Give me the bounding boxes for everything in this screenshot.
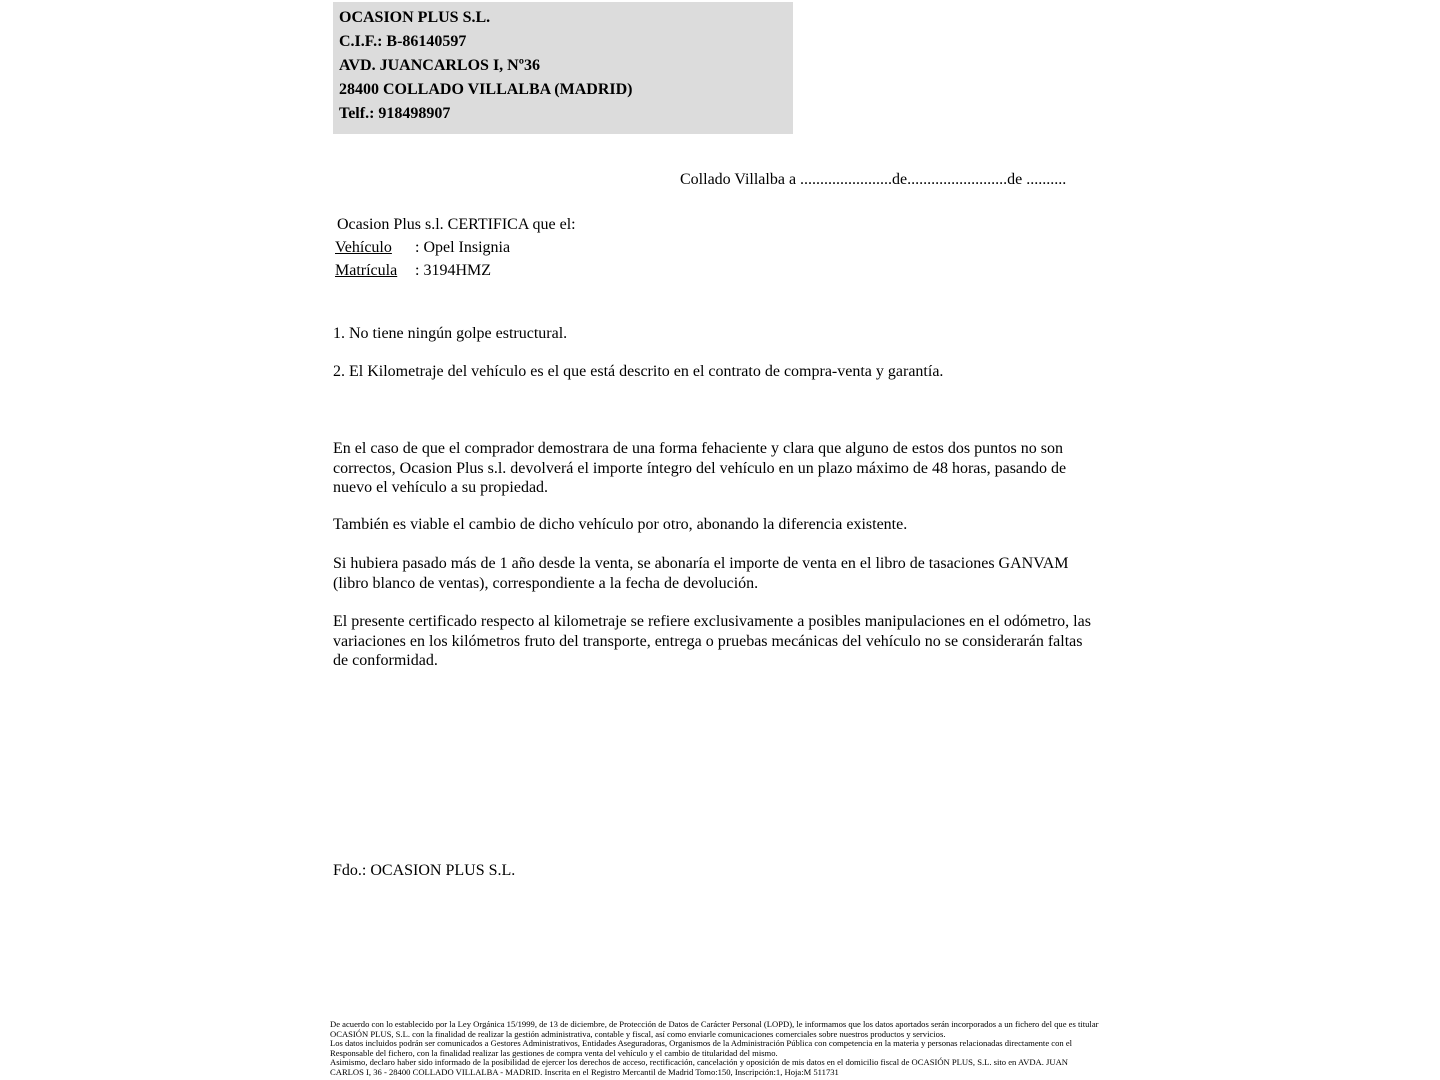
legal-paragraph-3: Asimismo, declaro haber sido informado de la posibilidad de ejercer los derechos de acceso, rectificación, cancelación y oposición de mis datos en el domicilio fiscal de OCASIÓN PLUS, S.L. sito en AVDA. JUAN CARLOS I, 36 - 28400 COLLADO VILLALBA - MADRID. Inscrita en el Registro Mercantil de Madrid Tomo:150, Inscripción:1, Hoja:M 511731 [330, 1057, 1069, 1077]
plate-value: : 3194HMZ [415, 262, 491, 279]
plate-row [335, 262, 491, 280]
paragraph-odometer: El presente certificado respecto al kilometraje se refiere exclusivamente a posibles manipulaciones en el odómetro, las variaciones en los kilómetros fruto del transporte, entrega o pruebas mecánicas del vehículo no se considerarán faltas de conformidad. [333, 613, 1091, 669]
date-line: Collado Villalba a .......................de.........................de .......... [680, 171, 1067, 188]
paragraph-ganvam: Si hubiera pasado más de 1 año desde la venta, se abonaría el importe de venta en el libro de tasaciones GANVAM (libro blanco de ventas), correspondiente a la fecha de devolución. [333, 555, 1069, 592]
legal-paragraph-2: Los datos incluidos podrán ser comunicados a Gestores Administrativos, Entidades Aseguradoras, Organismos de la Administración Pública con competencia en la materia y personas relacionadas directamente con el Responsable del fichero, con la finalidad realizar las gestiones de compra venta del vehículo y el cambio de titularidad del mismo. [330, 1038, 1073, 1058]
company-header-block [333, 2, 793, 134]
certifies-line: Ocasion Plus s.l. CERTIFICA que el: [337, 216, 576, 233]
company-name: OCASION PLUS S.L. [339, 9, 491, 26]
condition-point-2: 2. El Kilometraje del vehículo es el que está descrito en el contrato de compra-venta y garantía. [333, 363, 944, 380]
legal-footer [330, 1020, 1102, 1078]
paragraph-refund: En el caso de que el comprador demostrara de una forma fehaciente y clara que alguno de estos dos puntos no son correctos, Ocasion Plus s.l. devolverá el importe íntegro del vehículo en un plazo máximo de 48 horas, pasando de nuevo el vehículo a su propiedad. [333, 440, 1067, 496]
company-city: 28400 COLLADO VILLALBA (MADRID) [339, 81, 633, 98]
vehicle-value: : Opel Insignia [415, 239, 511, 256]
paragraph-exchange: También es viable el cambio de dicho vehículo por otro, abonando la diferencia existente. [333, 516, 908, 533]
condition-point-1: 1. No tiene ningún golpe estructural. [333, 325, 568, 342]
company-address: AVD. JUANCARLOS I, Nº36 [339, 57, 541, 74]
legal-paragraph-1: De acuerdo con lo establecido por la Ley Orgánica 15/1999, de 13 de diciembre, de Protección de Datos de Carácter Personal (LOPD), le informamos que los datos aportados serán incorporados a un fichero del que es titular OCASIÓN PLUS, S.L. con la finalidad de realizar la gestión administrativa, contable y fiscal, así como enviarle comunicaciones comerciales sobre nuestros productos y servicios. [330, 1019, 1099, 1039]
company-phone: Telf.: 918498907 [339, 105, 451, 122]
vehicle-row [335, 239, 510, 257]
signature-line: Fdo.: OCASION PLUS S.L. [333, 862, 516, 879]
plate-label: Matrícula [335, 262, 398, 279]
vehicle-label: Vehículo [335, 239, 392, 256]
company-cif: C.I.F.: B-86140597 [339, 33, 467, 50]
